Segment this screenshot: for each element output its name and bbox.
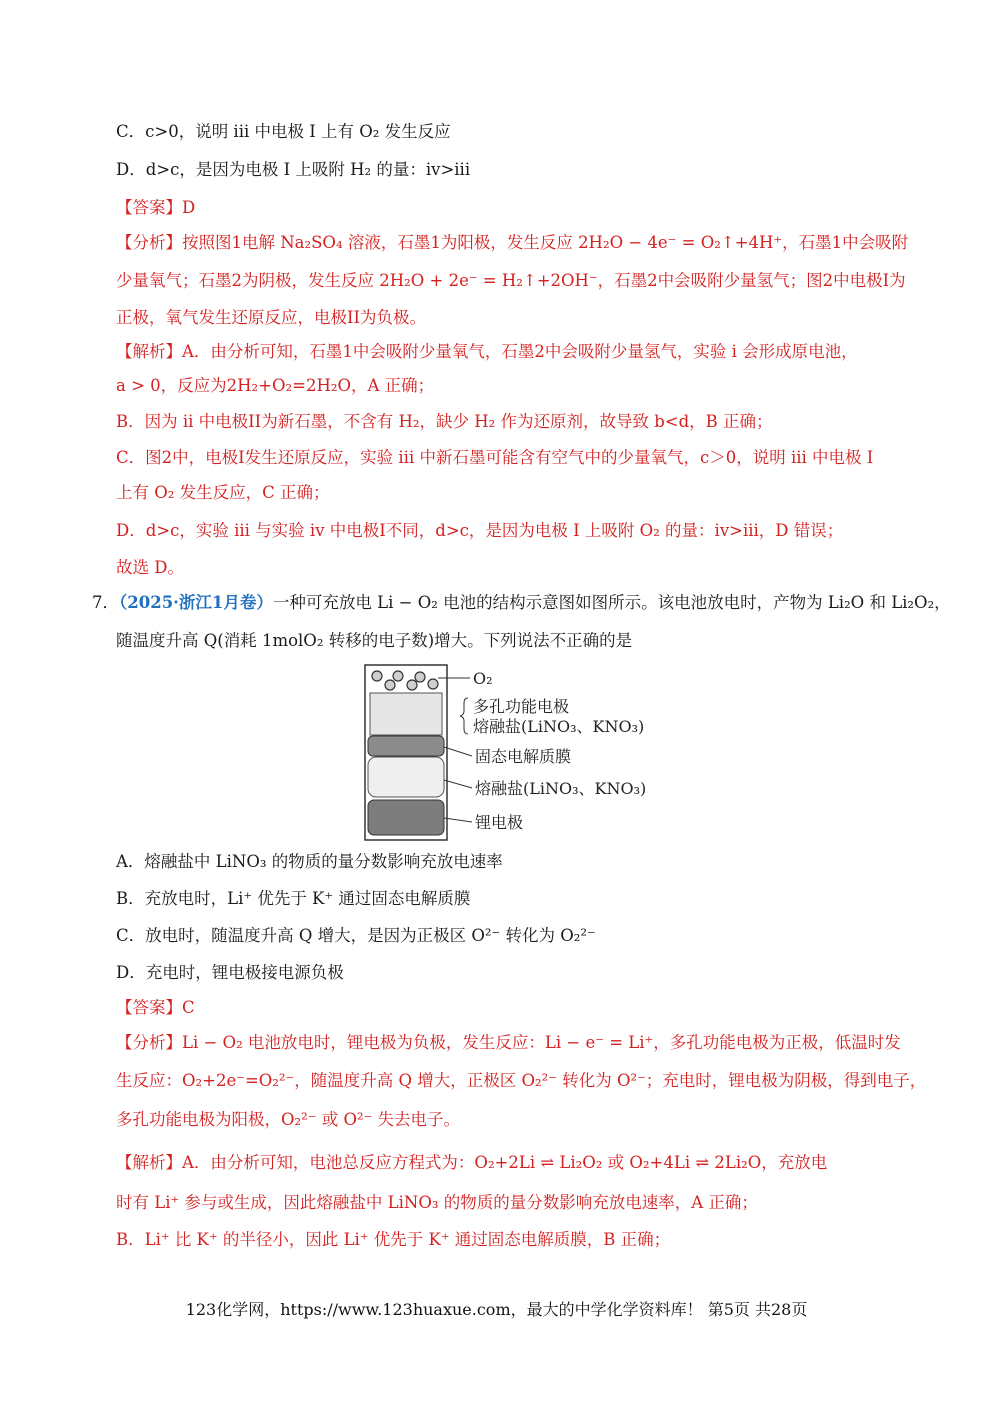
analysis-q6-line2: 少量氧气；石墨2为阴极，发生反应 2H₂O + 2e⁻ = H₂↑+2OH⁻，石墨2中会吸附少量氢气；图2中电极I为	[116, 271, 906, 290]
solution-q6-line5: 上有 O₂ 发生反应，C 正确；	[116, 483, 330, 502]
solution-q6-line1: 【解析】A．由分析可知，石墨1中会吸附少量氧气，石墨2中会吸附少量氢气，实验 i 会形成原电池，	[116, 342, 858, 361]
option-d-q6: D．d>c，是因为电极 I 上吸附 H₂ 的量：iv>iii	[116, 160, 471, 179]
question-number: 7．	[92, 593, 119, 612]
question-7-line1	[92, 591, 951, 615]
porous-electrode-layer	[370, 693, 442, 735]
analysis-q6-line1: 【分析】按照图1电解 Na₂SO₄ 溶液，石墨1为阳极，发生反应 2H₂O − 4e⁻ = O₂↑+4H⁺，石墨1中会吸附	[116, 233, 909, 252]
solution-q6-line7: 故选 D。	[116, 558, 184, 577]
option-c-q6: C．c>0，说明 iii 中电极 I 上有 O₂ 发生反应	[116, 122, 451, 141]
molten-salt-layer	[368, 757, 444, 797]
solid-electrolyte-membrane	[368, 736, 444, 756]
molten-salt-label: 熔融盐(LiNO₃、KNO₃)	[475, 779, 647, 798]
battery-structure-diagram	[360, 660, 680, 845]
question-7-text: 一种可充放电 Li − O₂ 电池的结构示意图如图所示。该电池放电时，产物为 Li₂O 和 Li₂O₂，	[272, 593, 951, 612]
question-7-line2: 随温度升高 Q(消耗 1molO₂ 转移的电子数)增大。下列说法不正确的是	[116, 631, 633, 650]
solution-q6-line6: D．d>c，实验 iii 与实验 iv 中电极I不同，d>c，是因为电极 I 上吸附 O₂ 的量：iv>iii，D 错误；	[116, 521, 844, 540]
solution-q7-line3: B．Li⁺ 比 K⁺ 的半径小，因此 Li⁺ 优先于 K⁺ 通过固态电解质膜，B 正确；	[116, 1230, 671, 1249]
solution-q7-line2: 时有 Li⁺ 参与或生成，因此熔融盐中 LiNO₃ 的物质的量分数影响充放电速率，A 正确；	[116, 1193, 758, 1212]
page-footer: 123化学网，https://www.123huaxue.com，最大的中学化学资料库！ 第5页 共28页	[185, 1300, 808, 1319]
o2-label: O₂	[473, 669, 493, 688]
porous-electrode-label: 多孔功能电极	[473, 697, 570, 716]
solution-q6-line3: B．因为 ii 中电极II为新石墨，不含有 H₂，缺少 H₂ 作为还原剂，故导致 b<d，B 正确；	[116, 412, 773, 431]
solution-q6-line2: a > 0，反应为2H₂+O₂=2H₂O，A 正确；	[116, 376, 435, 395]
question-source: （2025·浙江1月卷）	[119, 593, 273, 612]
lithium-electrode-label: 锂电极	[475, 813, 524, 832]
analysis-q6-line3: 正极，氧气发生还原反应，电极II为负极。	[116, 308, 427, 327]
analysis-q7-line1: 【分析】Li − O₂ 电池放电时，锂电极为负极，发生反应：Li − e⁻ = Li⁺，多孔功能电极为正极，低温时发	[116, 1033, 901, 1052]
molten-salt-label-top: 熔融盐(LiNO₃、KNO₃)	[473, 717, 645, 736]
option-a-q7: A．熔融盐中 LiNO₃ 的物质的量分数影响充放电速率	[116, 852, 503, 871]
analysis-q7-line2: 生反应：O₂+2e⁻=O₂²⁻，随温度升高 Q 增大，正极区 O₂²⁻ 转化为 O²⁻；充电时，锂电极为阴极，得到电子，	[116, 1071, 927, 1090]
solution-q6-line4: C．图2中，电极I发生还原反应，实验 iii 中新石墨可能含有空气中的少量氧气，c＞0，说明 iii 中电极 I	[116, 448, 874, 467]
option-c-q7: C．放电时，随温度升高 Q 增大，是因为正极区 O²⁻ 转化为 O₂²⁻	[116, 926, 596, 945]
membrane-label: 固态电解质膜	[475, 747, 572, 766]
analysis-q7-line3: 多孔功能电极为阳极，O₂²⁻ 或 O²⁻ 失去电子。	[116, 1110, 461, 1129]
answer-q7: 【答案】C	[116, 998, 195, 1017]
option-d-q7: D．充电时，锂电极接电源负极	[116, 963, 344, 982]
lithium-electrode-layer	[368, 800, 444, 835]
solution-q7-line1: 【解析】A．由分析可知，电池总反应方程式为：O₂+2Li ⇌ Li₂O₂ 或 O₂+4Li ⇌ 2Li₂O，充放电	[116, 1153, 828, 1172]
answer-q6: 【答案】D	[116, 198, 196, 217]
option-b-q7: B．充放电时，Li⁺ 优先于 K⁺ 通过固态电解质膜	[116, 889, 471, 908]
